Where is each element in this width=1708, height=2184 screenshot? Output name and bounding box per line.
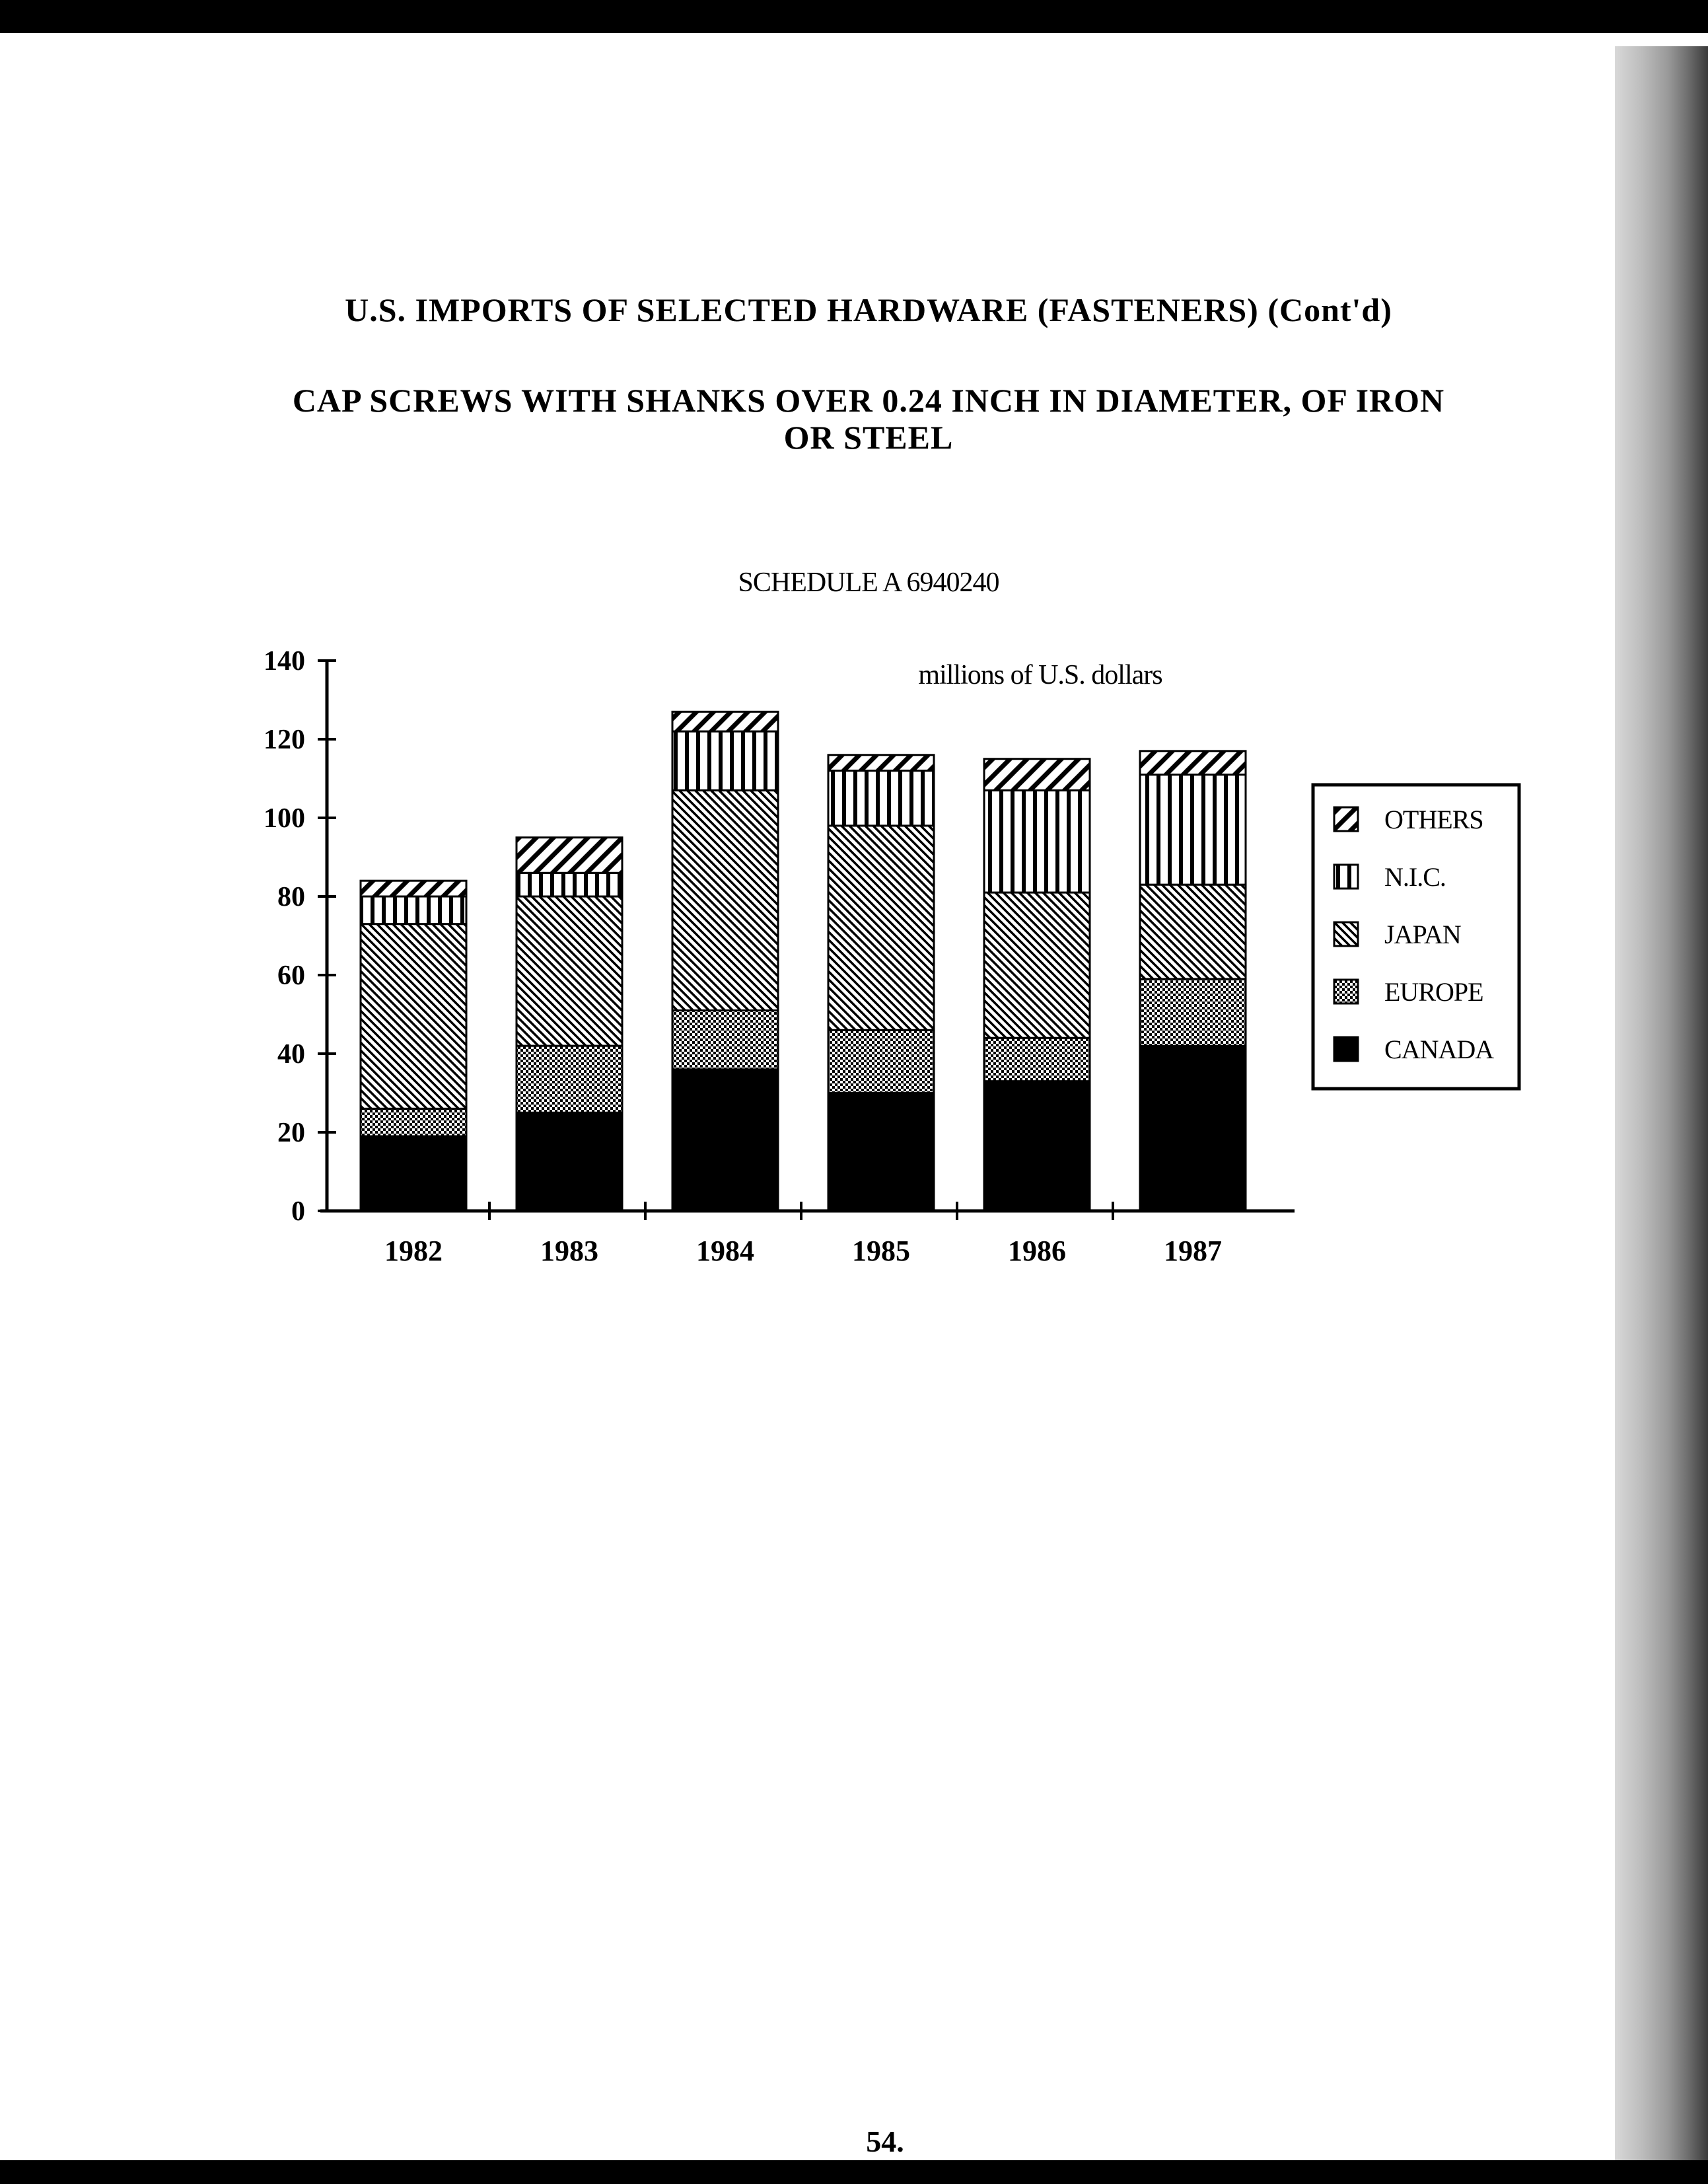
- legend-label: OTHERS: [1384, 805, 1483, 834]
- bar-segment-canada-1985: [828, 1093, 934, 1212]
- bar-segment-others-1983: [516, 838, 622, 873]
- page-title: U.S. IMPORTS OF SELECTED HARDWARE (FASTENERS) (Cont'd): [345, 291, 1392, 328]
- x-tick-label: 1982: [384, 1235, 443, 1267]
- bar-segment-japan-1986: [984, 892, 1090, 1038]
- x-tick-labels: [384, 1235, 1222, 1267]
- bar-segment-europe-1985: [828, 1030, 934, 1093]
- legend-swatch-canada: [1334, 1037, 1358, 1061]
- bar-segment-others-1982: [361, 881, 466, 896]
- chart-bars: [361, 711, 1246, 1211]
- y-tick-label: 0: [291, 1196, 305, 1227]
- bar-segment-japan-1984: [672, 790, 778, 1010]
- bar-segment-canada-1983: [516, 1112, 622, 1211]
- units-label: millions of U.S. dollars: [918, 660, 1162, 690]
- bar-segment-canada-1987: [1140, 1046, 1246, 1211]
- legend-label: EUROPE: [1384, 977, 1483, 1007]
- bar-segment-nic-1983: [516, 873, 622, 896]
- bar-segment-europe-1982: [361, 1109, 466, 1136]
- bar-segment-nic-1982: [361, 896, 466, 924]
- bar-segment-europe-1986: [984, 1038, 1090, 1081]
- page-number: 54.: [866, 2125, 904, 2158]
- y-tick-label: 140: [264, 646, 305, 676]
- bar-segment-nic-1987: [1140, 775, 1246, 885]
- bar-segment-nic-1986: [984, 790, 1090, 892]
- x-tick-label: 1985: [852, 1235, 910, 1267]
- bar-segment-europe-1984: [672, 1011, 778, 1070]
- legend-swatch-others: [1334, 807, 1358, 831]
- chart-title: SCHEDULE A 6940240: [738, 567, 999, 598]
- bar-segment-nic-1984: [672, 731, 778, 790]
- y-tick-label: 100: [264, 803, 305, 834]
- y-tick-label: 80: [277, 882, 305, 912]
- y-tick-label: 20: [277, 1118, 305, 1148]
- y-tick-labels: [264, 646, 305, 1227]
- legend-label: JAPAN: [1384, 920, 1461, 949]
- bar-segment-japan-1983: [516, 896, 622, 1046]
- bar-segment-others-1984: [672, 711, 778, 731]
- y-tick-label: 40: [277, 1039, 305, 1070]
- legend-label: CANADA: [1384, 1035, 1494, 1064]
- x-tick-label: 1986: [1008, 1235, 1066, 1267]
- bar-segment-japan-1987: [1140, 885, 1246, 979]
- legend-swatch-nic: [1334, 865, 1358, 889]
- bar-segment-canada-1986: [984, 1081, 1090, 1211]
- bar-segment-canada-1982: [361, 1136, 466, 1211]
- bar-segment-others-1987: [1140, 751, 1246, 775]
- y-tick-label: 120: [264, 725, 305, 755]
- legend-swatch-japan: [1334, 922, 1358, 946]
- bar-segment-canada-1984: [672, 1070, 778, 1211]
- chart-legend: [1313, 785, 1519, 1089]
- legend-swatch-europe: [1334, 980, 1358, 1003]
- legend-label: N.I.C.: [1384, 862, 1446, 892]
- bar-segment-japan-1982: [361, 924, 466, 1109]
- x-tick-label: 1983: [540, 1235, 598, 1267]
- subtitle-line-2: OR STEEL: [783, 419, 954, 456]
- bar-segment-europe-1983: [516, 1046, 622, 1112]
- x-tick-label: 1987: [1164, 1235, 1222, 1267]
- bar-segment-others-1986: [984, 759, 1090, 791]
- x-tick-label: 1984: [696, 1235, 754, 1267]
- y-tick-label: 60: [277, 961, 305, 991]
- bar-segment-europe-1987: [1140, 979, 1246, 1046]
- bar-segment-others-1985: [828, 755, 934, 771]
- bar-segment-nic-1985: [828, 771, 934, 826]
- bar-segment-japan-1985: [828, 826, 934, 1030]
- subtitle-line-1: CAP SCREWS WITH SHANKS OVER 0.24 INCH IN DIAMETER, OF IRON: [292, 382, 1445, 419]
